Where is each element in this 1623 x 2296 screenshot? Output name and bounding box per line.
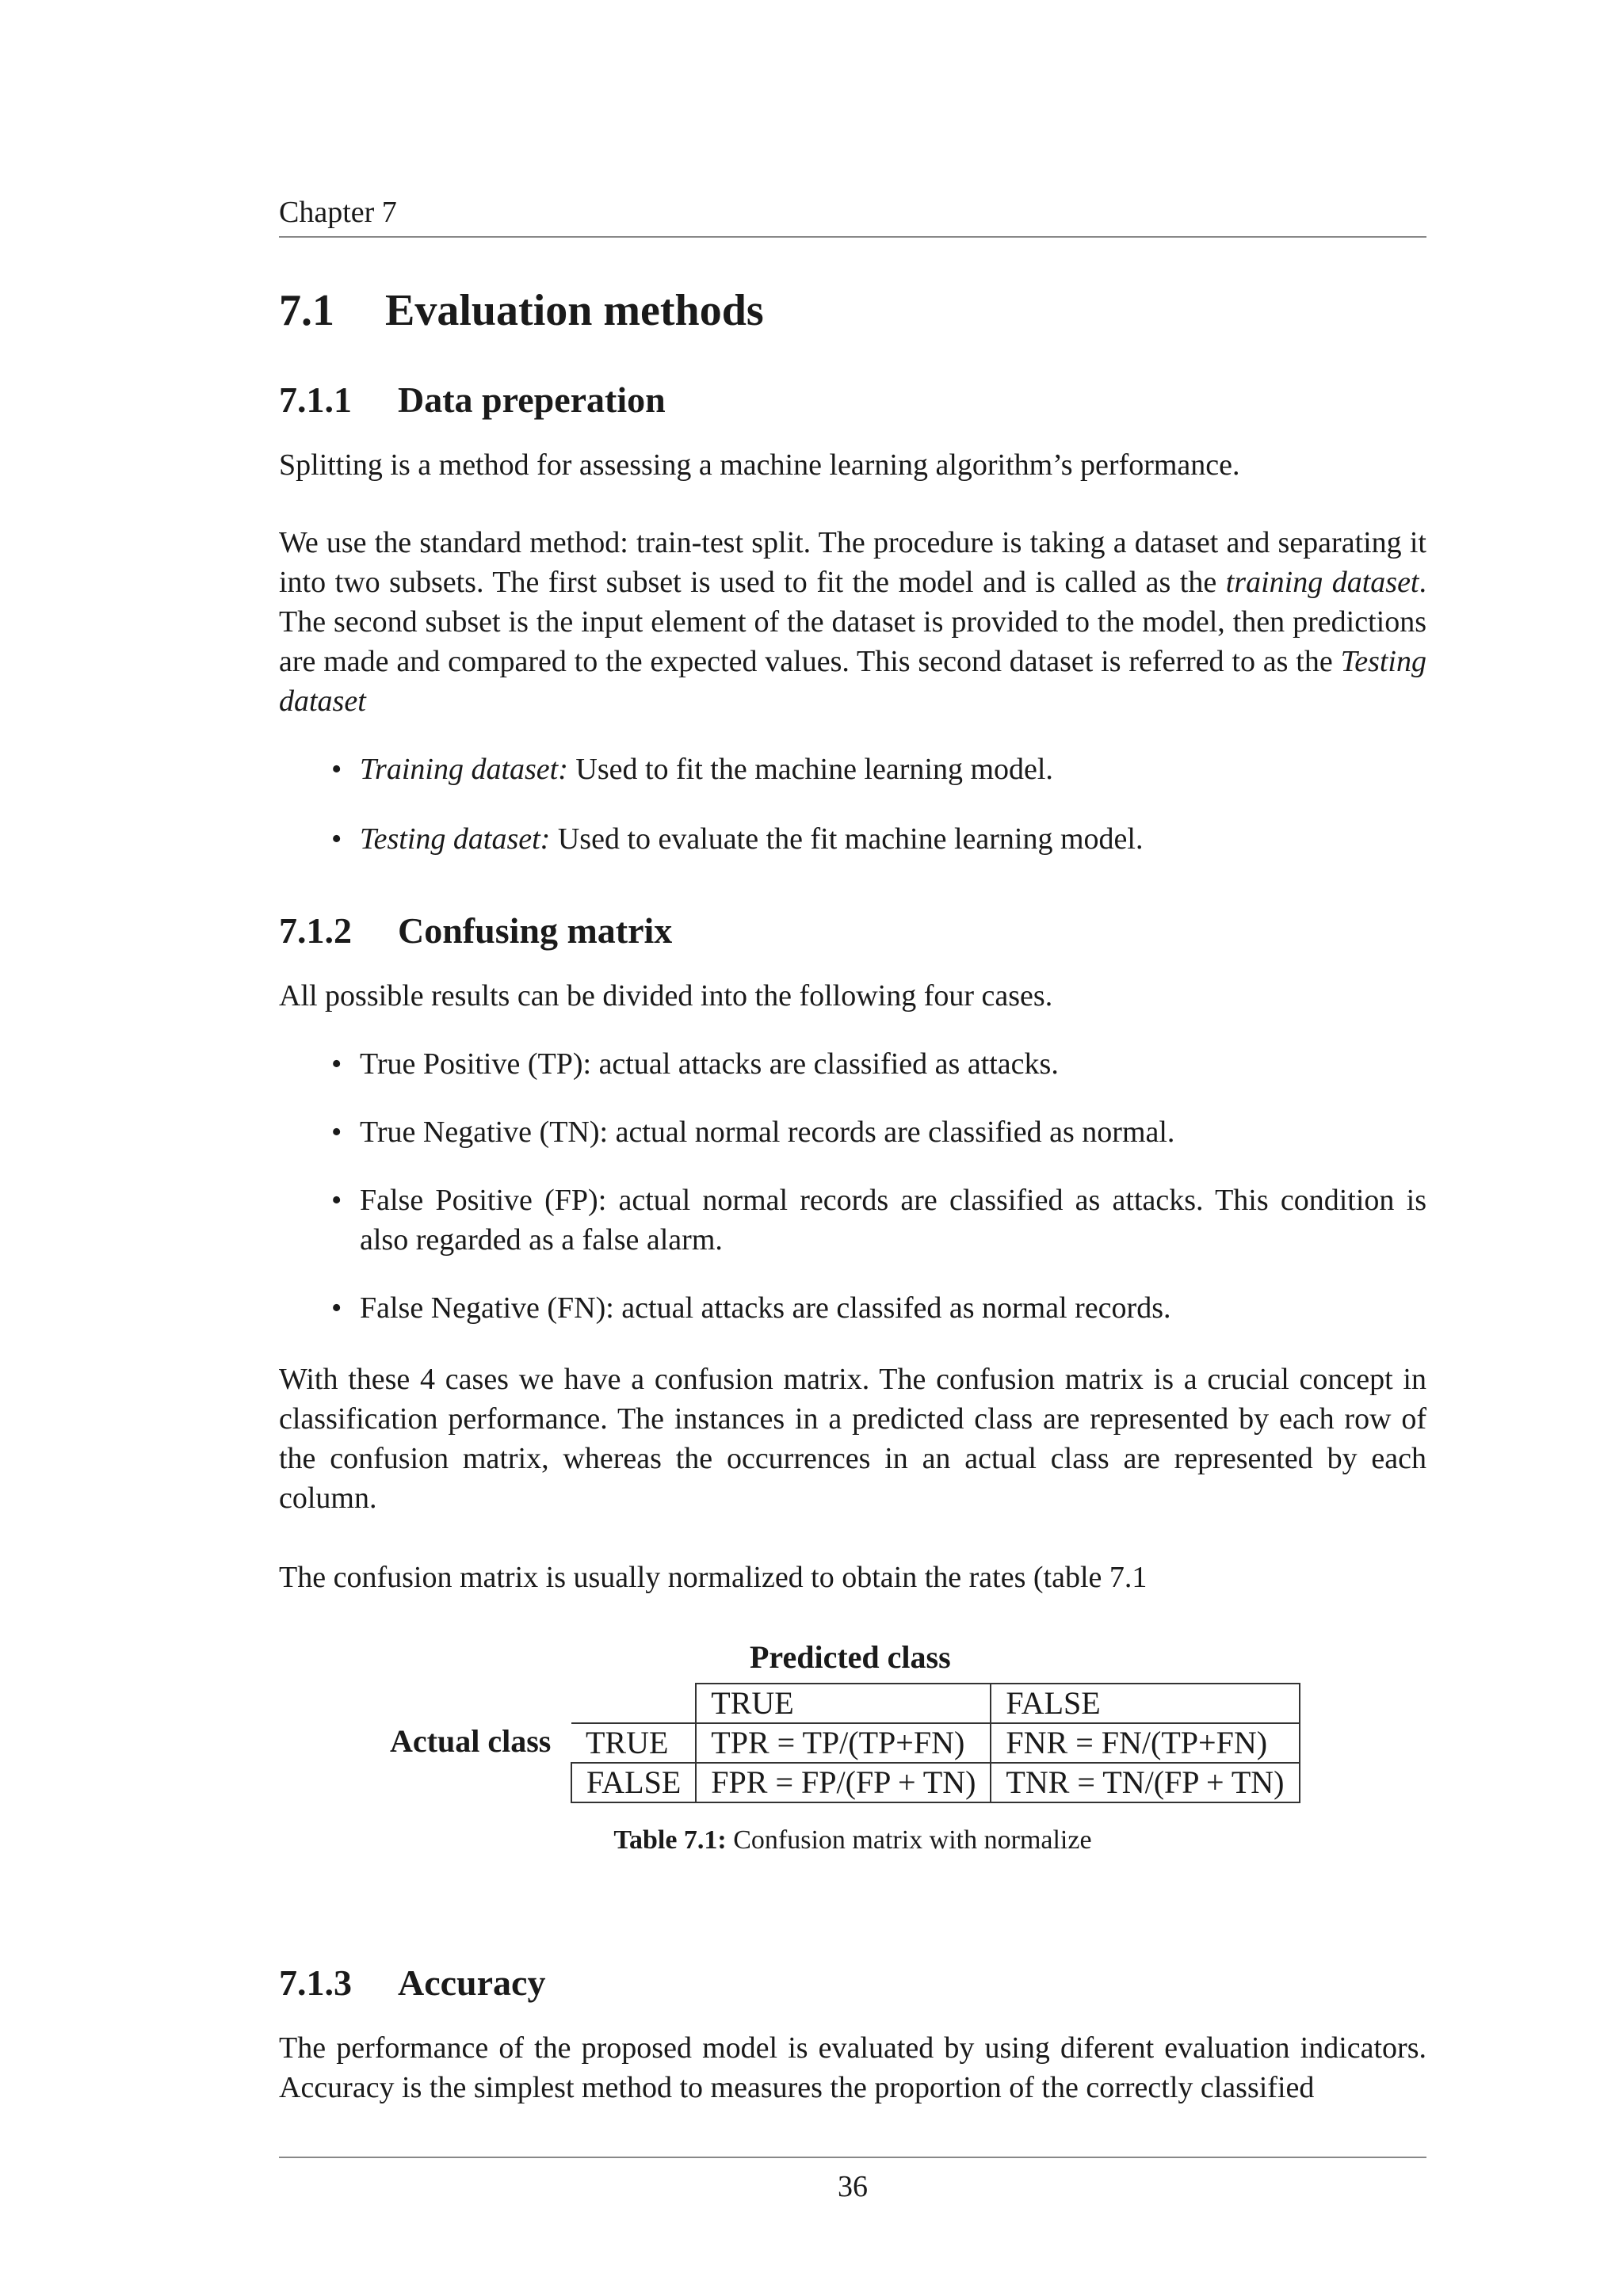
bullet-icon: • bbox=[331, 1047, 342, 1081]
subsection-heading-confusing-matrix bbox=[279, 910, 672, 952]
row-header: TRUE bbox=[571, 1723, 696, 1763]
bullet-text: Used to fit the machine learning model. bbox=[567, 753, 1053, 786]
subsection-title: Accuracy bbox=[398, 1962, 546, 2003]
table-cell: FPR = FP/(FP + TN) bbox=[696, 1763, 991, 1802]
bullet-icon: • bbox=[331, 1184, 342, 1217]
table-cell: TPR = TP/(TP+FN) bbox=[696, 1723, 991, 1763]
footer-divider bbox=[279, 2157, 1426, 2158]
subsection-title: Data preperation bbox=[398, 379, 666, 420]
page-number: 36 bbox=[838, 2170, 868, 2203]
row-header: FALSE bbox=[571, 1763, 696, 1802]
table-row bbox=[571, 1763, 1300, 1802]
list-item bbox=[279, 1112, 1426, 1152]
list-item bbox=[279, 1180, 1426, 1260]
table-cell-empty bbox=[571, 1684, 696, 1723]
caption-label: Table 7.1: bbox=[613, 1825, 727, 1855]
list-item bbox=[279, 749, 1426, 789]
bullet-icon: • bbox=[331, 1291, 342, 1325]
section-heading bbox=[279, 285, 764, 336]
paragraph-splitting: Splitting is a method for assessing a machine learning algorithm’s performance. bbox=[279, 448, 1240, 482]
subsection-heading-data-preperation bbox=[279, 379, 666, 421]
bullet-text: False Negative (FN): actual attacks are classifed as normal records. bbox=[360, 1291, 1171, 1325]
subsection-number: 7.1.2 bbox=[279, 910, 352, 951]
column-header: TRUE bbox=[696, 1684, 991, 1723]
bullet-icon: • bbox=[331, 1116, 342, 1149]
table-cell: FNR = FN/(TP+FN) bbox=[991, 1723, 1299, 1763]
paragraph-cases-intro: All possible results can be divided into the following four cases. bbox=[279, 979, 1053, 1013]
running-header bbox=[279, 192, 1426, 238]
table-row bbox=[571, 1723, 1300, 1763]
bullet-term: Training dataset: bbox=[360, 753, 568, 786]
predicted-class-label: Predicted class bbox=[750, 1639, 951, 1675]
text-run: . The second subset is the input element of the dataset is provided to the model, then predictions are made and compared to the expected values. This second dataset is referred to as the bbox=[279, 566, 1426, 678]
matrix-grid bbox=[571, 1683, 1300, 1803]
bullet-icon: • bbox=[331, 822, 342, 856]
subsection-number: 7.1.3 bbox=[279, 1962, 352, 2003]
bullet-text: False Positive (FP): actual normal records are classified as attacks. This condition is also regarded as a false alarm. bbox=[360, 1184, 1426, 1257]
table-row bbox=[571, 1684, 1300, 1723]
actual-class-label: Actual class bbox=[390, 1723, 552, 1759]
paragraph-accuracy: The performance of the proposed model is evaluated by using diferent evaluation indicators. Accuracy is the simplest method to measures the proportion of the correctly classified bbox=[279, 2031, 1426, 2104]
bullet-term: Testing dataset: bbox=[360, 822, 551, 856]
subsection-heading-accuracy bbox=[279, 1962, 545, 2004]
section-number: 7.1 bbox=[279, 286, 334, 335]
paragraph-train-test-split bbox=[279, 523, 1426, 721]
subsection-number: 7.1.1 bbox=[279, 379, 352, 420]
paragraph-normalized: The confusion matrix is usually normalized to obtain the rates (table 7.1 bbox=[279, 1561, 1148, 1594]
chapter-label: Chapter 7 bbox=[279, 196, 397, 229]
table-cell: TNR = TN/(FP + TN) bbox=[991, 1763, 1299, 1802]
list-item bbox=[279, 819, 1426, 859]
section-title: Evaluation methods bbox=[385, 286, 764, 335]
subsection-title: Confusing matrix bbox=[398, 910, 673, 951]
bullet-text: True Positive (TP): actual attacks are classified as attacks. bbox=[360, 1047, 1059, 1081]
paragraph-confusion-matrix: With these 4 cases we have a confusion matrix. The confusion matrix is a crucial concept in classification performance. The instances in a predicted class are represented by each row of the confusion matrix, whereas the occurrences in an actual class are represented by each column. bbox=[279, 1363, 1426, 1515]
bullet-icon: • bbox=[331, 753, 342, 786]
dataset-bullet-list bbox=[279, 749, 1426, 859]
column-header: FALSE bbox=[991, 1684, 1299, 1723]
emphasis-testing-dataset: Testing dataset bbox=[279, 645, 1426, 718]
cases-bullet-list bbox=[279, 1044, 1426, 1328]
caption-text: Confusion matrix with normalize bbox=[726, 1825, 1092, 1855]
emphasis-training-dataset: training dataset bbox=[1225, 566, 1419, 599]
text-run: We use the standard method: train-test split. The procedure is taking a dataset and separating it into two subsets. The first subset is used to fit the model and is called as the bbox=[279, 526, 1426, 599]
bullet-text: True Negative (TN): actual normal records are classified as normal. bbox=[360, 1116, 1175, 1149]
list-item bbox=[279, 1288, 1426, 1328]
bullet-text: Used to evaluate the fit machine learning model. bbox=[550, 822, 1144, 856]
list-item bbox=[279, 1044, 1426, 1084]
table-caption bbox=[279, 1825, 1426, 1855]
